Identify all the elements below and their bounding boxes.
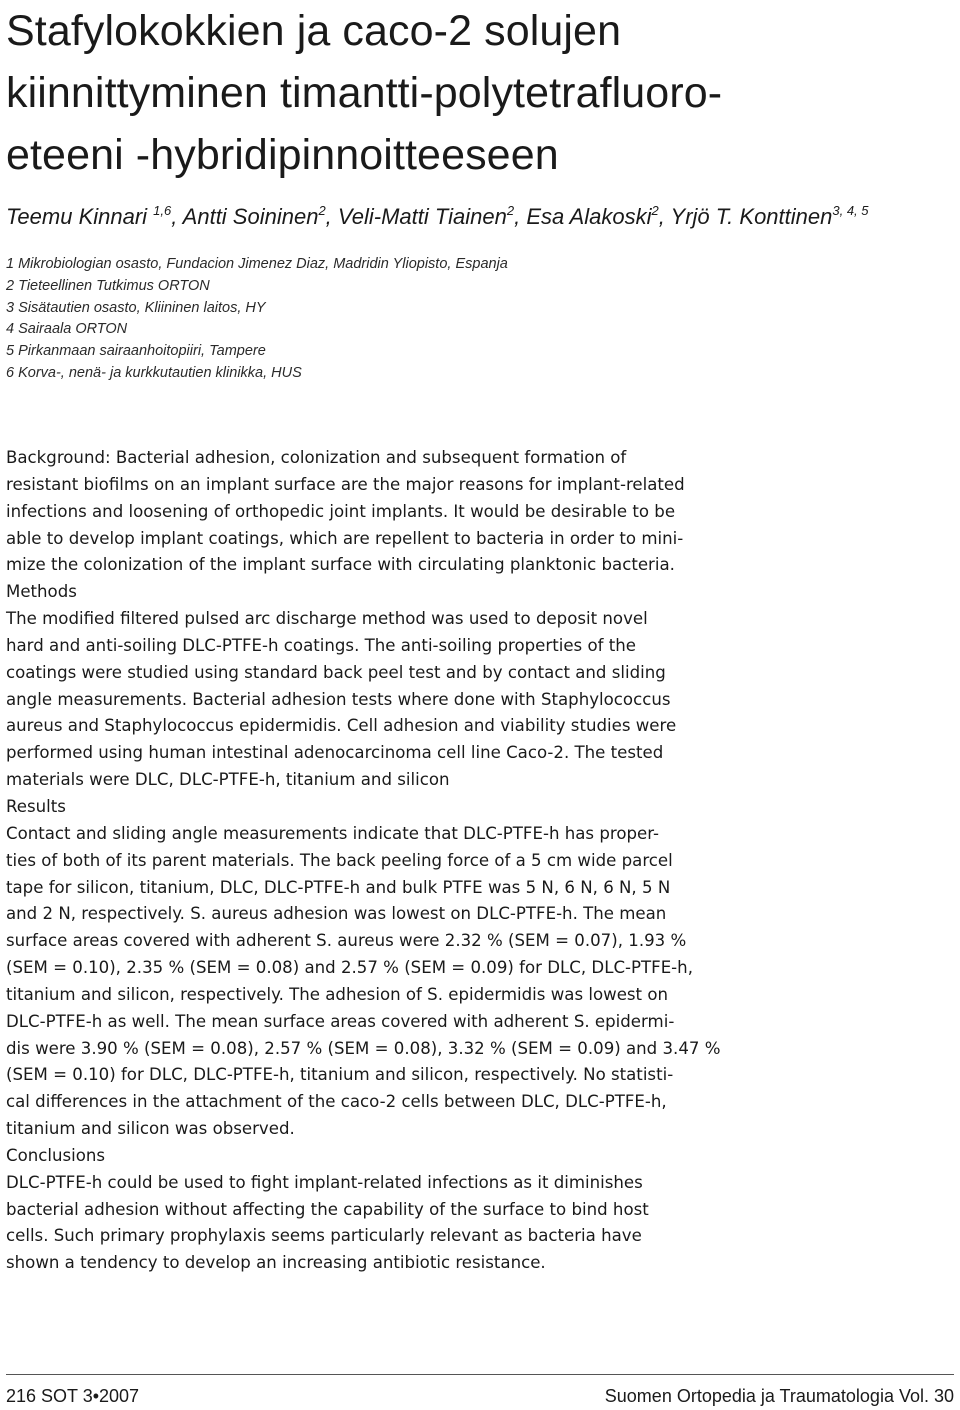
abstract-line: DLC-PTFE-h could be used to fight implant-related infections as it diminishes <box>6 1172 643 1192</box>
abstract-line: cal differences in the attachment of the caco-2 cells between DLC, DLC-PTFE-h, <box>6 1092 667 1112</box>
author-separator: , <box>658 204 671 229</box>
affiliation-item: 2 Tieteellinen Tutkimus ORTON <box>6 277 210 294</box>
author-name: Veli-Matti Tiainen <box>337 204 507 229</box>
abstract-line: and 2 N, respectively. S. aureus adhesion was lowest on DLC-PTFE-h. The mean <box>6 904 667 924</box>
affiliation-item: 3 Sisätautien osasto, Kliininen laitos, HY <box>6 299 266 316</box>
abstract-line: tape for silicon, titanium, DLC, DLC-PTFE-h and bulk PTFE was 5 N, 6 N, 6 N, 5 N <box>6 877 671 897</box>
abstract-line: performed using human intestinal adenocarcinoma cell line Caco-2. The tested <box>6 743 664 763</box>
affiliation-list <box>6 254 508 385</box>
footer-issue-info: 216 SOT 3•2007 <box>6 1386 140 1406</box>
abstract-line: Background: Bacterial adhesion, colonization and subsequent formation of <box>6 448 627 467</box>
author-name: Teemu Kinnari <box>6 204 154 229</box>
abstract-line: Methods <box>6 582 77 602</box>
abstract-line: ties of both of its parent materials. The back peeling force of a 5 cm wide parcel <box>6 850 673 870</box>
title-line: eteeni -hybridipinnoitteeseen <box>6 131 559 179</box>
author-separator: , <box>325 204 338 229</box>
abstract-line: dis were 3.90 % (SEM = 0.08), 2.57 % (SEM = 0.08), 3.32 % (SEM = 0.09) and 3.47 % <box>6 1038 721 1058</box>
affiliation-item: 1 Mikrobiologian osasto, Fundacion Jimenez Diaz, Madridin Yliopisto, Espanja <box>6 256 508 272</box>
author-affiliation-mark: 3, 4, 5 <box>832 203 869 218</box>
author-name: Yrjö T. Konttinen <box>670 204 833 229</box>
affiliation-item: 4 Sairaala ORTON <box>6 321 128 338</box>
abstract-line: titanium and silicon was observed. <box>6 1119 295 1139</box>
abstract-line: surface areas covered with adherent S. aureus were 2.32 % (SEM = 0.07), 1.93 % <box>6 931 687 951</box>
footer-divider <box>6 1374 954 1375</box>
author-separator: , <box>514 204 527 229</box>
affiliation-item: 6 Korva-, nenä- ja kurkkutautien klinikka, HUS <box>6 364 302 381</box>
author-name: Esa Alakoski <box>526 204 652 229</box>
abstract-line: mize the colonization of the implant surface with circulating planktonic bacteria. <box>6 555 675 575</box>
author-affiliation-mark: 2 <box>506 203 515 218</box>
abstract-line: able to develop implant coatings, which are repellent to bacteria in order to mini- <box>6 528 684 548</box>
author-affiliation-mark: 2 <box>318 203 326 218</box>
abstract-line: shown a tendency to develop an increasing antibiotic resistance. <box>6 1253 546 1273</box>
affiliation-item: 5 Pirkanmaan sairaanhoitopiiri, Tampere <box>6 343 266 360</box>
abstract-line: (SEM = 0.10) for DLC, DLC-PTFE-h, titanium and silicon, respectively. No statisti- <box>6 1065 674 1085</box>
abstract-line: hard and anti-soiling DLC-PTFE-h coatings. The anti-soiling properties of the <box>6 635 636 655</box>
abstract-line: titanium and silicon, respectively. The adhesion of S. epidermidis was lowest on <box>6 984 668 1004</box>
author-separator: , <box>171 204 183 229</box>
abstract-line: Results <box>6 796 66 816</box>
title-line: Stafylokokkien ja caco-2 solujen <box>6 7 622 55</box>
article-title <box>6 0 951 186</box>
author-name: Antti Soininen <box>182 204 319 229</box>
abstract-line: angle measurements. Bacterial adhesion tests where done with Staphylococcus <box>6 689 671 709</box>
abstract-line: infections and loosening of orthopedic joint implants. It would be desirable to be <box>6 501 676 521</box>
abstract-line: bacterial adhesion without affecting the capability of the surface to bind host <box>6 1199 649 1219</box>
author-affiliation-mark: 1,6 <box>153 203 172 218</box>
abstract-line: Conclusions <box>6 1145 106 1165</box>
abstract-line: (SEM = 0.10), 2.35 % (SEM = 0.08) and 2.57 % (SEM = 0.09) for DLC, DLC-PTFE-h, <box>6 958 693 978</box>
abstract-line: cells. Such primary prophylaxis seems particularly relevant as bacteria have <box>6 1226 642 1246</box>
abstract-body <box>6 445 956 1277</box>
abstract-line: DLC-PTFE-h as well. The mean surface areas covered with adherent S. epidermi- <box>6 1011 675 1031</box>
footer-journal-name: Suomen Ortopedia ja Traumatologia Vol. 30 <box>604 1386 954 1406</box>
abstract-line: resistant biofilms on an implant surface are the major reasons for implant-related <box>6 474 685 494</box>
author-affiliation-mark: 2 <box>651 203 659 218</box>
abstract-line: Contact and sliding angle measurements indicate that DLC-PTFE-h has proper- <box>6 823 659 843</box>
author-list <box>6 200 951 234</box>
abstract-line: The modified filtered pulsed arc discharge method was used to deposit novel <box>6 609 648 629</box>
abstract-line: coatings were studied using standard back peel test and by contact and sliding <box>6 662 666 682</box>
abstract-line: materials were DLC, DLC-PTFE-h, titanium and silicon <box>6 770 450 790</box>
title-line: kiinnittyminen timantti-polytetrafluoro- <box>6 69 723 117</box>
abstract-line: aureus and Staphylococcus epidermidis. Cell adhesion and viability studies were <box>6 716 677 736</box>
